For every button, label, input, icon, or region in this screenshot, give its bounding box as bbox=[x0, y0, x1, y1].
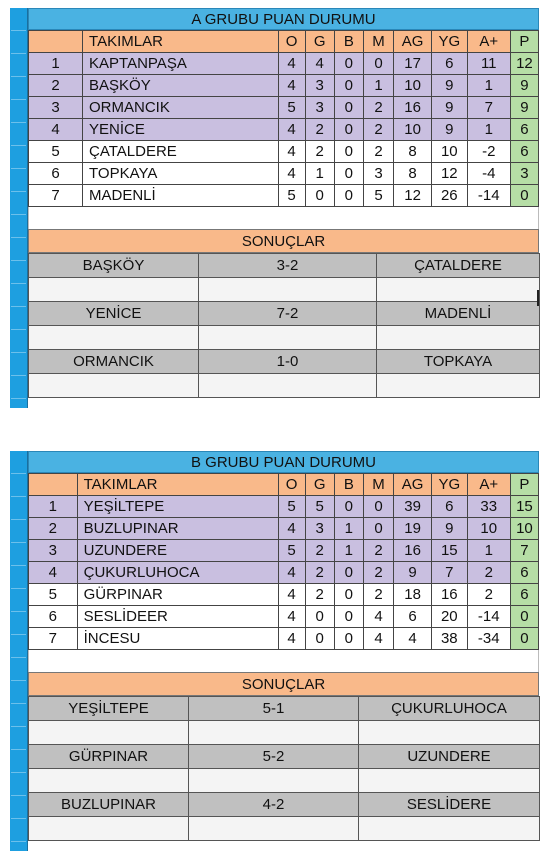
cell-team: UZUNDERE bbox=[77, 540, 278, 562]
group-b-standings-table bbox=[28, 473, 539, 650]
cell-p: 6 bbox=[510, 562, 538, 584]
table-row bbox=[29, 628, 539, 650]
cell-pos: 3 bbox=[29, 97, 83, 119]
table-row bbox=[29, 53, 539, 75]
cell-yg: 6 bbox=[431, 53, 467, 75]
result-row bbox=[29, 793, 540, 817]
blank-cell bbox=[377, 278, 540, 302]
cell-m: 2 bbox=[363, 584, 393, 606]
header-ag: AG bbox=[394, 31, 432, 53]
cell-team: YEŞİLTEPE bbox=[77, 496, 278, 518]
cell-pos: 5 bbox=[29, 584, 78, 606]
result-score: 5-1 bbox=[189, 697, 359, 721]
cell-o: 4 bbox=[278, 628, 305, 650]
cell-o: 4 bbox=[278, 141, 305, 163]
cell-b: 0 bbox=[334, 496, 363, 518]
cell-av: -2 bbox=[467, 141, 510, 163]
cell-yg: 7 bbox=[431, 562, 467, 584]
cell-g: 1 bbox=[305, 163, 334, 185]
spacer-row bbox=[28, 650, 539, 672]
cell-pos: 6 bbox=[29, 606, 78, 628]
cell-ag: 10 bbox=[394, 119, 432, 141]
cell-o: 5 bbox=[278, 185, 305, 207]
blank-cell bbox=[359, 817, 540, 841]
table-row bbox=[29, 496, 539, 518]
cell-ag: 4 bbox=[394, 628, 432, 650]
blank-cell bbox=[199, 278, 377, 302]
header-pos bbox=[29, 474, 78, 496]
cell-team: İNCESU bbox=[77, 628, 278, 650]
header-ag: AG bbox=[394, 474, 432, 496]
result-home: BAŞKÖY bbox=[29, 254, 199, 278]
table-row bbox=[29, 606, 539, 628]
cell-yg: 6 bbox=[431, 496, 467, 518]
cell-m: 2 bbox=[363, 540, 393, 562]
result-row bbox=[29, 745, 540, 769]
table-row bbox=[29, 584, 539, 606]
table-row bbox=[29, 540, 539, 562]
cell-av: -34 bbox=[467, 628, 510, 650]
table-row bbox=[29, 119, 539, 141]
result-home: ORMANCIK bbox=[29, 350, 199, 374]
blank-cell bbox=[199, 326, 377, 350]
cell-p: 0 bbox=[510, 185, 538, 207]
cell-pos: 4 bbox=[29, 562, 78, 584]
cell-ag: 10 bbox=[394, 75, 432, 97]
cell-ag: 39 bbox=[394, 496, 432, 518]
cell-team: MADENLİ bbox=[83, 185, 279, 207]
row-header-strip bbox=[10, 451, 28, 851]
cell-team: KAPTANPAŞA bbox=[83, 53, 279, 75]
result-away: MADENLİ bbox=[377, 302, 540, 326]
cell-b: 1 bbox=[334, 518, 363, 540]
spacer-row bbox=[28, 207, 539, 229]
cell-ag: 16 bbox=[394, 540, 432, 562]
cell-b: 0 bbox=[334, 628, 363, 650]
cell-g: 2 bbox=[305, 584, 334, 606]
table-row bbox=[29, 75, 539, 97]
blank-cell bbox=[189, 721, 359, 745]
cell-pos: 6 bbox=[29, 163, 83, 185]
cell-yg: 9 bbox=[431, 97, 467, 119]
blank-row bbox=[29, 721, 540, 745]
blank-row bbox=[29, 278, 540, 302]
cell-g: 3 bbox=[305, 75, 334, 97]
cell-p: 6 bbox=[510, 584, 538, 606]
cell-av: 1 bbox=[467, 75, 510, 97]
header-av: A+ bbox=[467, 474, 510, 496]
cell-av: 2 bbox=[467, 562, 510, 584]
header-pos bbox=[29, 31, 83, 53]
cell-yg: 15 bbox=[431, 540, 467, 562]
cell-g: 2 bbox=[305, 562, 334, 584]
cell-p: 0 bbox=[510, 606, 538, 628]
cell-m: 4 bbox=[363, 606, 393, 628]
group-a-results-title: SONUÇLAR bbox=[28, 229, 539, 253]
result-home: YENİCE bbox=[29, 302, 199, 326]
group-b-block bbox=[10, 451, 539, 851]
table-row bbox=[29, 185, 539, 207]
cell-m: 0 bbox=[363, 496, 393, 518]
cell-yg: 16 bbox=[431, 584, 467, 606]
header-team: TAKIMLAR bbox=[77, 474, 278, 496]
blank-cell bbox=[359, 721, 540, 745]
cell-ag: 18 bbox=[394, 584, 432, 606]
result-home: BUZLUPINAR bbox=[29, 793, 189, 817]
cell-yg: 9 bbox=[431, 119, 467, 141]
text-cursor bbox=[537, 290, 539, 306]
result-score: 7-2 bbox=[199, 302, 377, 326]
cell-p: 0 bbox=[510, 628, 538, 650]
cell-o: 5 bbox=[278, 97, 305, 119]
blank-cell bbox=[29, 721, 189, 745]
blank-cell bbox=[29, 769, 189, 793]
cell-m: 2 bbox=[363, 119, 393, 141]
cell-o: 4 bbox=[278, 53, 305, 75]
cell-team: GÜRPINAR bbox=[77, 584, 278, 606]
cell-av: 10 bbox=[467, 518, 510, 540]
cell-m: 2 bbox=[363, 562, 393, 584]
group-b-results-title: SONUÇLAR bbox=[28, 672, 539, 696]
cell-av: -4 bbox=[467, 163, 510, 185]
cell-ag: 9 bbox=[394, 562, 432, 584]
result-score: 1-0 bbox=[199, 350, 377, 374]
header-b: B bbox=[334, 474, 363, 496]
header-yg: YG bbox=[431, 31, 467, 53]
cell-g: 3 bbox=[305, 518, 334, 540]
cell-av: 1 bbox=[467, 540, 510, 562]
cell-b: 0 bbox=[334, 75, 363, 97]
cell-p: 15 bbox=[510, 496, 538, 518]
cell-o: 4 bbox=[278, 518, 305, 540]
cell-ag: 16 bbox=[394, 97, 432, 119]
cell-team: ÇUKURLUHOCA bbox=[77, 562, 278, 584]
cell-m: 1 bbox=[363, 75, 393, 97]
standings-header-row bbox=[29, 31, 539, 53]
cell-team: TOPKAYA bbox=[83, 163, 279, 185]
group-a-standings-table bbox=[28, 30, 539, 207]
cell-o: 4 bbox=[278, 606, 305, 628]
result-row bbox=[29, 302, 540, 326]
cell-g: 0 bbox=[305, 185, 334, 207]
cell-b: 0 bbox=[334, 562, 363, 584]
cell-g: 2 bbox=[305, 540, 334, 562]
blank-row bbox=[29, 374, 540, 398]
header-team: TAKIMLAR bbox=[83, 31, 279, 53]
table-row bbox=[29, 518, 539, 540]
cell-m: 2 bbox=[363, 97, 393, 119]
cell-m: 2 bbox=[363, 141, 393, 163]
header-m: M bbox=[363, 474, 393, 496]
cell-b: 0 bbox=[334, 606, 363, 628]
blank-cell bbox=[377, 326, 540, 350]
group-b-title: B GRUBU PUAN DURUMU bbox=[28, 451, 539, 473]
group-b-results-table bbox=[28, 696, 540, 841]
header-p: P bbox=[510, 31, 538, 53]
cell-o: 4 bbox=[278, 163, 305, 185]
table-row bbox=[29, 141, 539, 163]
blank-cell bbox=[189, 817, 359, 841]
cell-b: 0 bbox=[334, 584, 363, 606]
cell-p: 6 bbox=[510, 119, 538, 141]
cell-ag: 19 bbox=[394, 518, 432, 540]
result-away: SESLİDERE bbox=[359, 793, 540, 817]
cell-o: 4 bbox=[278, 119, 305, 141]
result-away: ÇATALDERE bbox=[377, 254, 540, 278]
table-row bbox=[29, 163, 539, 185]
cell-ag: 8 bbox=[394, 141, 432, 163]
cell-b: 0 bbox=[334, 53, 363, 75]
cell-g: 5 bbox=[305, 496, 334, 518]
cell-g: 0 bbox=[305, 606, 334, 628]
cell-g: 3 bbox=[305, 97, 334, 119]
blank-cell bbox=[29, 278, 199, 302]
cell-p: 7 bbox=[510, 540, 538, 562]
result-score: 5-2 bbox=[189, 745, 359, 769]
cell-yg: 20 bbox=[431, 606, 467, 628]
blank-cell bbox=[377, 374, 540, 398]
result-score: 3-2 bbox=[199, 254, 377, 278]
cell-yg: 26 bbox=[431, 185, 467, 207]
header-b: B bbox=[334, 31, 363, 53]
result-row bbox=[29, 697, 540, 721]
blank-cell bbox=[29, 326, 199, 350]
cell-pos: 4 bbox=[29, 119, 83, 141]
cell-m: 5 bbox=[363, 185, 393, 207]
cell-g: 0 bbox=[305, 628, 334, 650]
cell-b: 0 bbox=[334, 97, 363, 119]
header-av: A+ bbox=[467, 31, 510, 53]
cell-o: 4 bbox=[278, 562, 305, 584]
cell-ag: 12 bbox=[394, 185, 432, 207]
result-home: YEŞİLTEPE bbox=[29, 697, 189, 721]
cell-pos: 7 bbox=[29, 185, 83, 207]
result-score: 4-2 bbox=[189, 793, 359, 817]
result-home: GÜRPINAR bbox=[29, 745, 189, 769]
cell-av: 11 bbox=[467, 53, 510, 75]
cell-o: 4 bbox=[278, 584, 305, 606]
result-away: ÇUKURLUHOCA bbox=[359, 697, 540, 721]
cell-team: ÇATALDERE bbox=[83, 141, 279, 163]
cell-g: 2 bbox=[305, 119, 334, 141]
cell-team: ORMANCIK bbox=[83, 97, 279, 119]
cell-g: 2 bbox=[305, 141, 334, 163]
cell-m: 0 bbox=[363, 53, 393, 75]
table-row bbox=[29, 562, 539, 584]
blank-cell bbox=[199, 374, 377, 398]
cell-av: -14 bbox=[467, 185, 510, 207]
result-away: TOPKAYA bbox=[377, 350, 540, 374]
blank-row bbox=[29, 817, 540, 841]
cell-b: 0 bbox=[334, 185, 363, 207]
result-row bbox=[29, 350, 540, 374]
cell-p: 3 bbox=[510, 163, 538, 185]
blank-row bbox=[29, 769, 540, 793]
cell-b: 0 bbox=[334, 163, 363, 185]
result-away: UZUNDERE bbox=[359, 745, 540, 769]
cell-m: 0 bbox=[363, 518, 393, 540]
blank-row bbox=[29, 326, 540, 350]
cell-av: 33 bbox=[467, 496, 510, 518]
cell-m: 4 bbox=[363, 628, 393, 650]
row-header-strip bbox=[10, 8, 28, 408]
header-m: M bbox=[363, 31, 393, 53]
cell-av: 2 bbox=[467, 584, 510, 606]
blank-cell bbox=[359, 769, 540, 793]
cell-team: BUZLUPINAR bbox=[77, 518, 278, 540]
cell-pos: 5 bbox=[29, 141, 83, 163]
blank-cell bbox=[29, 817, 189, 841]
cell-o: 5 bbox=[278, 540, 305, 562]
blank-cell bbox=[189, 769, 359, 793]
cell-pos: 3 bbox=[29, 540, 78, 562]
cell-ag: 8 bbox=[394, 163, 432, 185]
cell-av: 7 bbox=[467, 97, 510, 119]
cell-p: 9 bbox=[510, 97, 538, 119]
header-p: P bbox=[510, 474, 538, 496]
cell-m: 3 bbox=[363, 163, 393, 185]
cell-g: 4 bbox=[305, 53, 334, 75]
cell-yg: 9 bbox=[431, 75, 467, 97]
cell-p: 6 bbox=[510, 141, 538, 163]
cell-p: 9 bbox=[510, 75, 538, 97]
cell-pos: 1 bbox=[29, 53, 83, 75]
header-o: O bbox=[278, 31, 305, 53]
cell-pos: 7 bbox=[29, 628, 78, 650]
result-row bbox=[29, 254, 540, 278]
header-yg: YG bbox=[431, 474, 467, 496]
cell-team: BAŞKÖY bbox=[83, 75, 279, 97]
header-g: G bbox=[305, 474, 334, 496]
cell-b: 0 bbox=[334, 119, 363, 141]
cell-yg: 38 bbox=[431, 628, 467, 650]
cell-o: 5 bbox=[278, 496, 305, 518]
cell-ag: 17 bbox=[394, 53, 432, 75]
cell-b: 1 bbox=[334, 540, 363, 562]
cell-b: 0 bbox=[334, 141, 363, 163]
cell-pos: 1 bbox=[29, 496, 78, 518]
cell-ag: 6 bbox=[394, 606, 432, 628]
cell-av: -14 bbox=[467, 606, 510, 628]
header-o: O bbox=[278, 474, 305, 496]
cell-yg: 12 bbox=[431, 163, 467, 185]
blank-cell bbox=[29, 374, 199, 398]
table-row bbox=[29, 97, 539, 119]
standings-header-row bbox=[29, 474, 539, 496]
cell-o: 4 bbox=[278, 75, 305, 97]
group-a-results-table bbox=[28, 253, 540, 398]
group-a-block bbox=[10, 8, 539, 408]
cell-yg: 10 bbox=[431, 141, 467, 163]
cell-pos: 2 bbox=[29, 75, 83, 97]
cell-p: 10 bbox=[510, 518, 538, 540]
group-a-title: A GRUBU PUAN DURUMU bbox=[28, 8, 539, 30]
cell-team: YENİCE bbox=[83, 119, 279, 141]
cell-av: 1 bbox=[467, 119, 510, 141]
cell-team: SESLİDEER bbox=[77, 606, 278, 628]
cell-pos: 2 bbox=[29, 518, 78, 540]
cell-p: 12 bbox=[510, 53, 538, 75]
header-g: G bbox=[305, 31, 334, 53]
cell-yg: 9 bbox=[431, 518, 467, 540]
